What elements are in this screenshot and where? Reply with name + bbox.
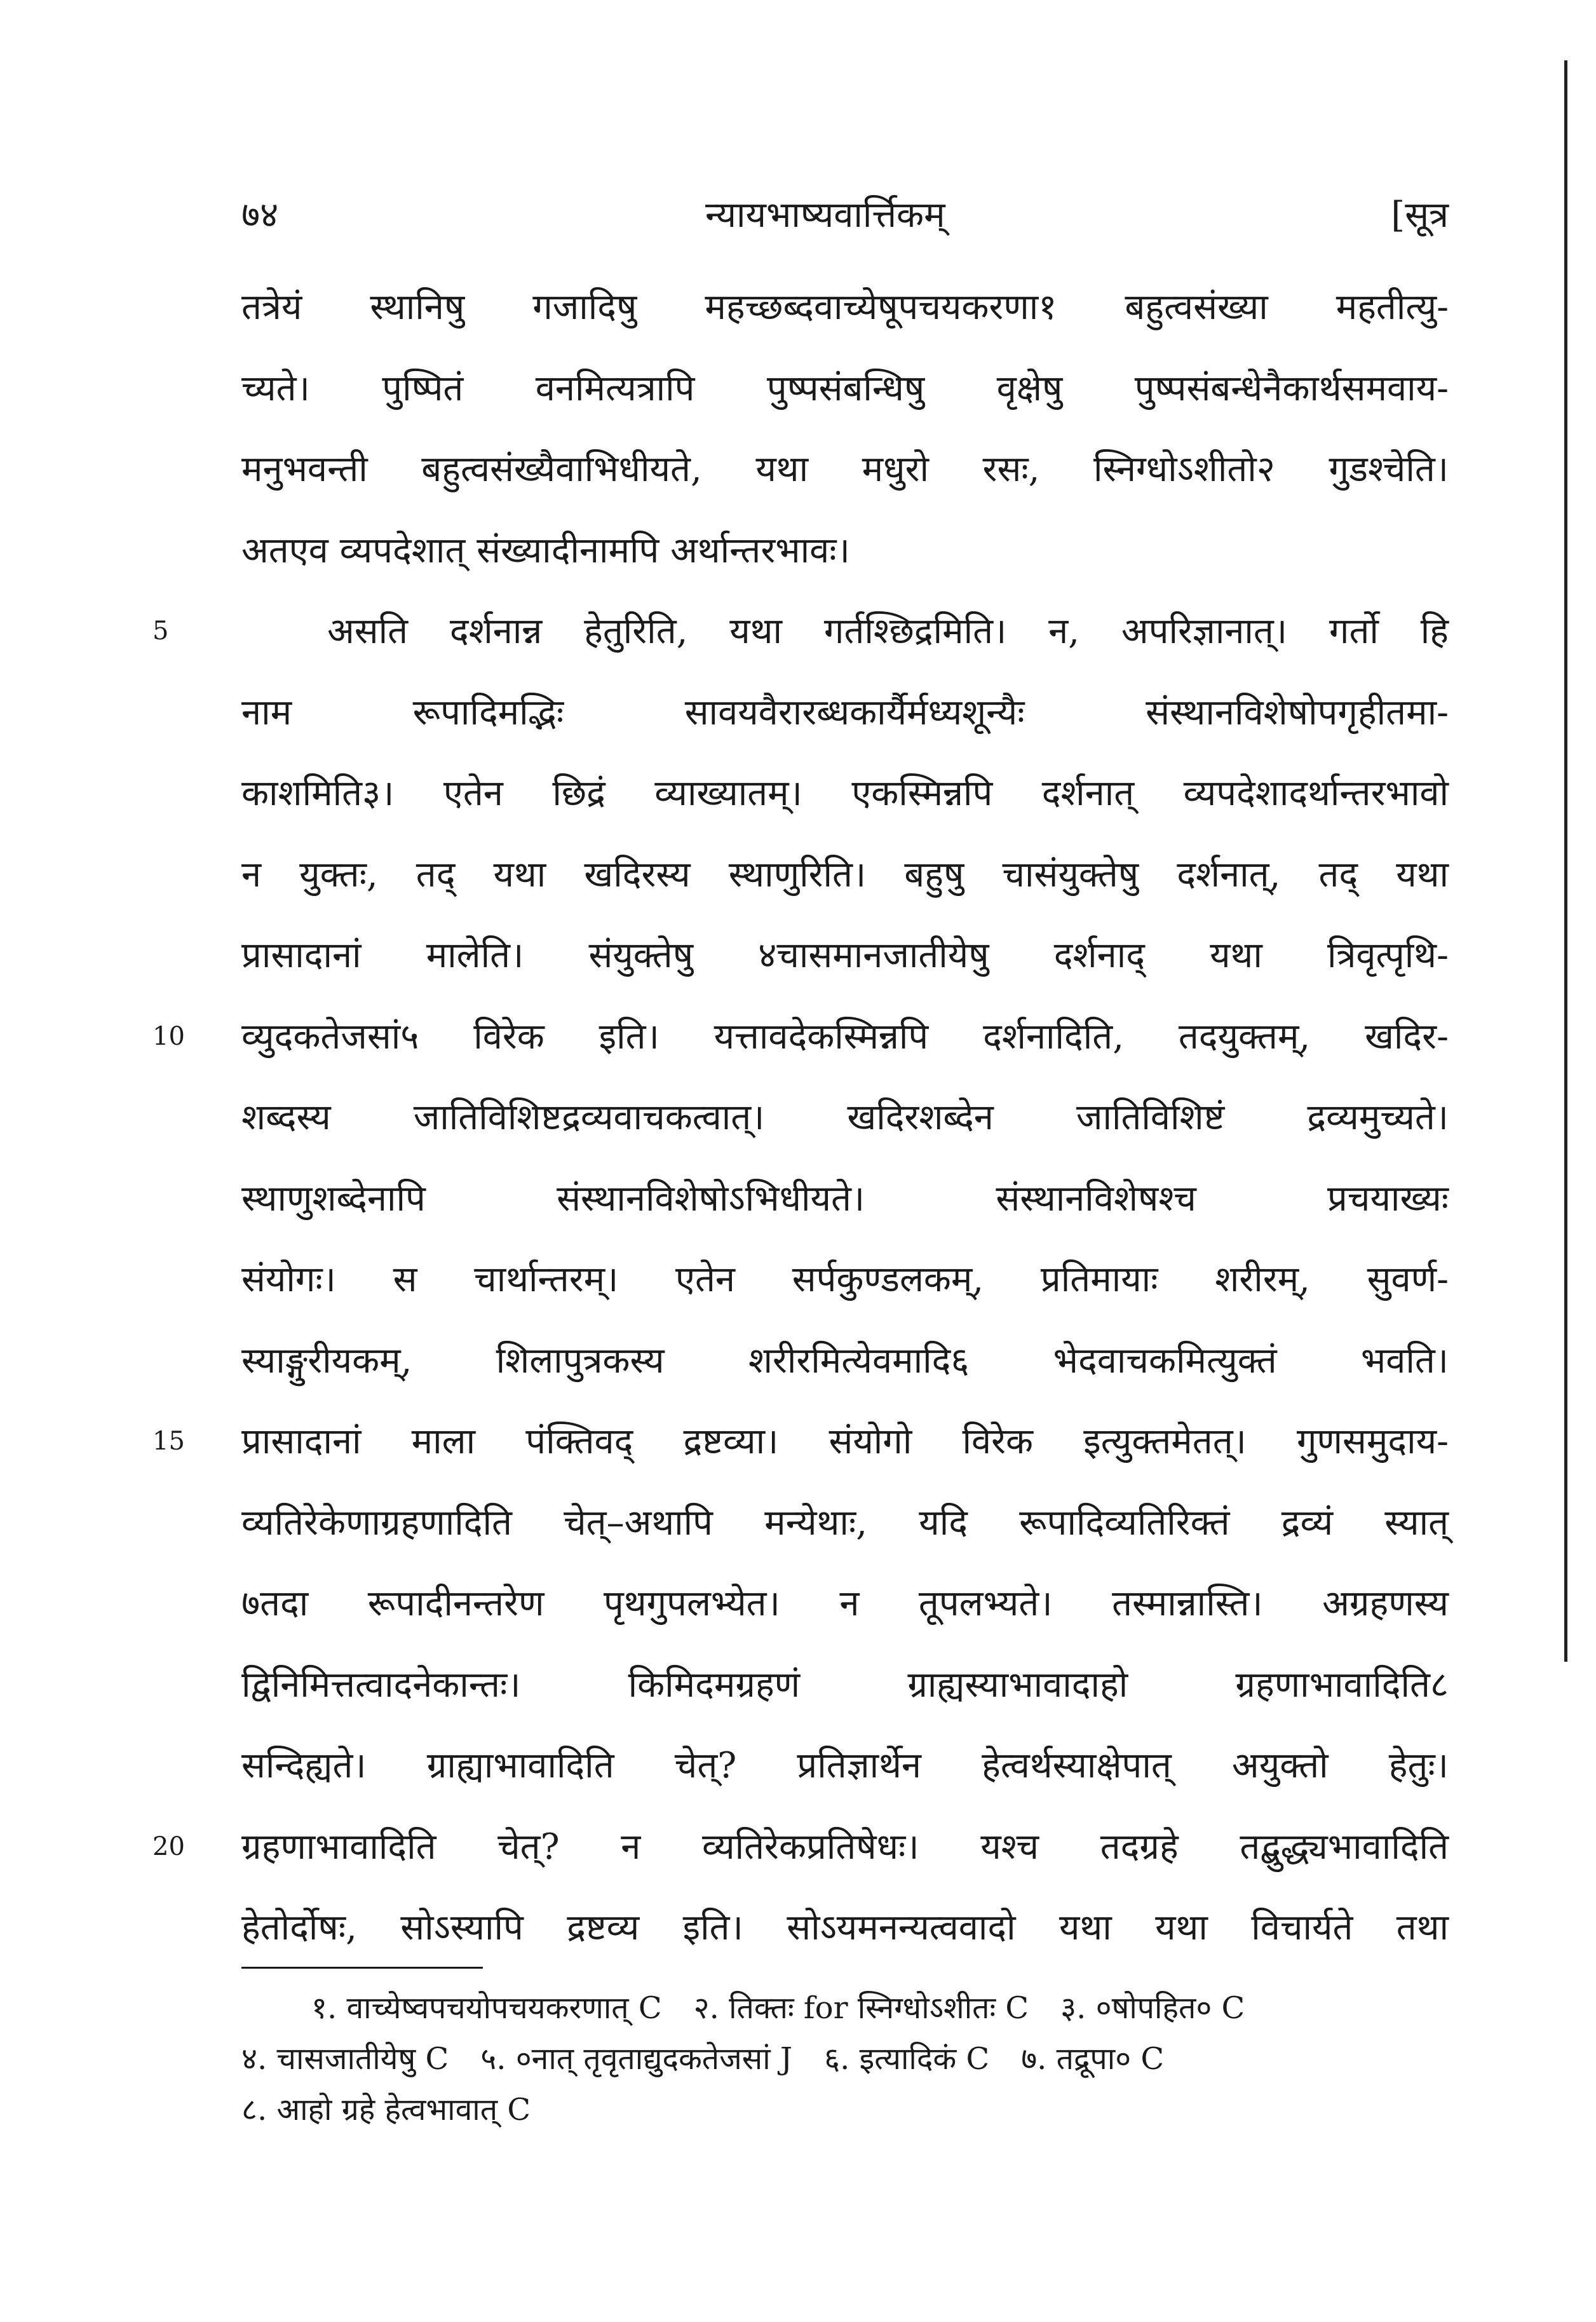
text-line [152, 1401, 1449, 1483]
text-line [241, 1483, 1449, 1564]
running-title: न्यायभाष्यवार्त्तिकम् [705, 194, 945, 236]
text-line [241, 1725, 1449, 1807]
footnote-line [241, 2084, 1449, 2135]
text-line [241, 753, 1449, 834]
line-text: ग्रहणाभावादिति चेत्? न व्यतिरेकप्रतिषेधः। यश्च तदग्रहे तद्बुद्ध्यभावादिति [241, 1826, 1449, 1868]
line-text: सन्दिह्यते। ग्राह्याभावादिति चेत्? प्रतिज्ञार्थेन हेत्वर्थस्याक्षेपात् अयुक्तो हेतुः। [241, 1745, 1449, 1786]
line-text: प्रासादानां माला पंक्तिवद् द्रष्टव्या। संयोगो विरेक इत्युक्तमेतत्। गुणसमुदाय- [241, 1421, 1449, 1462]
text-line [152, 591, 1449, 672]
footnote-7: ७. तद्रूपा० C [1021, 2041, 1165, 2077]
text-line [241, 1077, 1449, 1158]
footnote-line [241, 1983, 1449, 2033]
text-line [241, 510, 1449, 592]
line-text: मनुभवन्ती बहुत्वसंख्यैवाभिधीयते, यथा मधुरो रसः, स्निग्धोऽशीतो२ गुडश्चेति। [241, 449, 1449, 490]
text-line [241, 1158, 1449, 1240]
footnote-3: ३. ०षोपहित० C [1060, 1990, 1245, 2026]
footnote-5: ५. ०नात् तृवृताद्युदकतेजसां J [480, 2041, 793, 2077]
footnote-8: ८. आहो ग्रहे हेत्वभावात् C [241, 2092, 531, 2128]
line-number: 10 [152, 1021, 185, 1051]
line-text: द्विनिमित्तत्वादनेकान्तः। किमिदमग्रहणं ग्राह्यस्याभावादाहो ग्रहणाभावादिति८ [241, 1664, 1449, 1706]
footnote-line [241, 2033, 1449, 2084]
section-label: [सूत्र [1391, 194, 1449, 236]
page-header [241, 178, 1449, 241]
line-number: 5 [152, 616, 169, 646]
text-line [241, 1239, 1449, 1321]
line-text: हेतोर्दोषः, सोऽस्यापि द्रष्टव्य इति। सोऽयमनन्यत्ववादो यथा यथा विचार्यते तथा [241, 1907, 1449, 1948]
footnote-2: २. तिक्तः for स्निग्धोऽशीतः C [693, 1990, 1029, 2026]
line-text: असति दर्शनान्न हेतुरिति, यथा गर्तश्छिद्रमिति। न, अपरिज्ञानात्। गर्तो हि [327, 611, 1449, 652]
text-line [241, 1887, 1449, 1969]
text-line [152, 1807, 1449, 1888]
line-text: काशमिति३। एतेन छिद्रं व्याख्यातम्। एकस्मिन्नपि दर्शनात् व्यपदेशादर्थान्तरभावो [241, 773, 1449, 814]
text-line [241, 672, 1449, 754]
text-line [241, 429, 1449, 510]
line-text: स्थाणुशब्देनापि संस्थानविशेषोऽभिधीयते। संस्थानविशेषश्च प्रचयाख्यः [241, 1178, 1449, 1219]
line-number: 20 [152, 1831, 185, 1861]
line-text: च्यते। पुष्पितं वनमित्यत्रापि पुष्पसंबन्धिषु वृक्षेषु पुष्पसंबन्धेनैकार्थसमवाय- [241, 367, 1449, 409]
page-edge-rule [1564, 60, 1567, 1662]
footnote-6: ६. इत्यादिकं C [824, 2041, 990, 2077]
footnote-4: ४. चासजातीयेषु C [241, 2041, 449, 2077]
footnotes [241, 1983, 1449, 2135]
line-text: संयोगः। स चार्थान्तरम्। एतेन सर्पकुण्डलकम्, प्रतिमायाः शरीरम्, सुवर्ण- [241, 1259, 1449, 1300]
line-text: नाम रूपादिमद्भिः सावयवैरारब्धकार्यैर्मध्यशून्यैः संस्थानविशेषोपगृहीतमा- [241, 691, 1449, 733]
line-text: स्याङ्गुरीयकम्, शिलापुत्रकस्य शरीरमित्येवमादि६ भेदवाचकमित्युक्तं भवति। [241, 1340, 1449, 1382]
line-text: प्रासादानां मालेति। संयुक्तेषु ४चासमानजातीयेषु दर्शनाद् यथा त्रिवृत्पृथि- [241, 935, 1449, 976]
line-number: 15 [152, 1427, 185, 1456]
line-text: न युक्तः, तद् यथा खदिरस्य स्थाणुरिति। बहुषु चासंयुक्तेषु दर्शनात्, तद् यथा [241, 853, 1449, 895]
line-text: तत्रेयं स्थानिषु गजादिषु महच्छब्दवाच्येषूपचयकरणा१ बहुत्वसंख्या महतीत्यु- [241, 287, 1449, 328]
footnote-rule [241, 1967, 483, 1969]
text-line [152, 996, 1449, 1078]
text-line [241, 1645, 1449, 1726]
text-line [241, 1563, 1449, 1645]
line-text: अतएव व्यपदेशात् संख्यादीनामपि अर्थान्तरभावः। [241, 529, 850, 571]
line-text: व्युदकतेजसां५ विरेक इति। यत्तावदेकस्मिन्नपि दर्शनादिति, तदयुक्तम्, खदिर- [241, 1015, 1449, 1057]
line-text: शब्दस्य जातिविशिष्टद्रव्यवाचकत्वात्। खदिरशब्देन जातिविशिष्टं द्रव्यमुच्यते। [241, 1097, 1449, 1138]
footnote-1: १. वाच्येष्वपचयोपचयकरणात् C [311, 1990, 662, 2026]
text-line [241, 1321, 1449, 1402]
text-line [241, 348, 1449, 430]
text-line [241, 267, 1449, 348]
main-text [152, 267, 1449, 1969]
line-text: ७तदा रूपादीनन्तरेण पृथगुपलभ्येत। न तूपलभ्यते। तस्मान्नास्ति। अग्रहणस्य [241, 1583, 1449, 1624]
text-line [241, 915, 1449, 996]
text-line [241, 834, 1449, 916]
line-text: व्यतिरेकेणाग्रहणादिति चेत्–अथापि मन्येथाः, यदि रूपादिव्यतिरिक्तं द्रव्यं स्यात् [241, 1502, 1449, 1544]
page-number: ७४ [241, 194, 279, 236]
